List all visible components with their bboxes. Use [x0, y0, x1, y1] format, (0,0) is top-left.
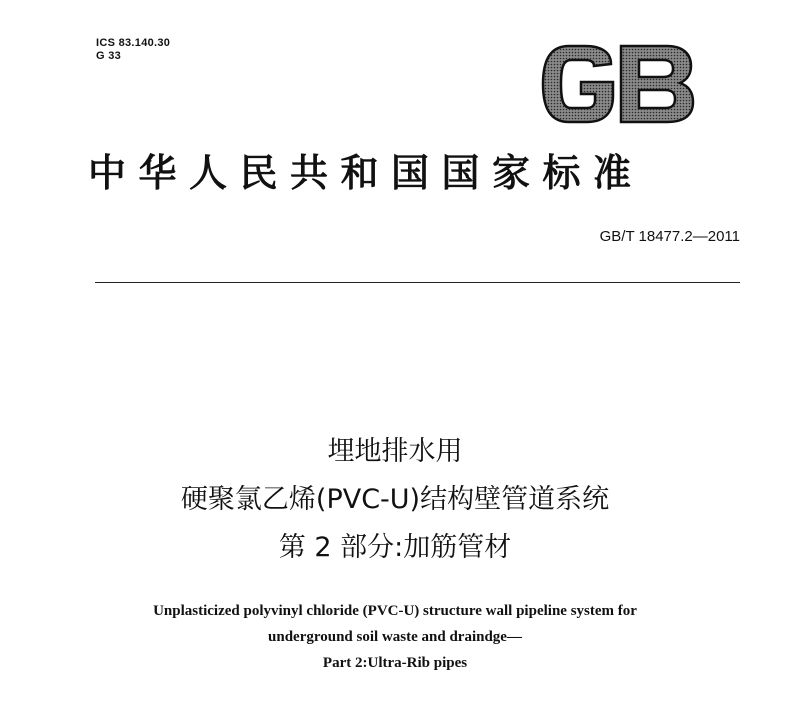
en-title-line-2: underground soil waste and draindge—	[268, 629, 522, 645]
standard-number: GB/T 18477.2—2011	[599, 228, 740, 245]
cn-title-line-2: 硬聚氯乙烯(PVC-U)结构壁管道系统	[180, 484, 610, 515]
cn-title-line-1: 埋地排水用	[327, 436, 463, 467]
cn-title-line-3: 第 2 部分:加筋管材	[278, 532, 512, 563]
header-divider	[95, 282, 740, 283]
national-standard-title: 中华人民共和国国家标准	[88, 150, 644, 195]
ccs-code: G 33	[96, 50, 122, 62]
ics-code: ICS 83.140.30	[96, 37, 171, 49]
en-title-line-3: Part 2:Ultra-Rib pipes	[322, 655, 468, 671]
en-title-line-1: Unplasticized polyvinyl chloride (PVC-U) structure wall pipeline system for	[153, 603, 637, 619]
classification-codes	[96, 37, 170, 63]
gb-logo	[541, 42, 695, 127]
